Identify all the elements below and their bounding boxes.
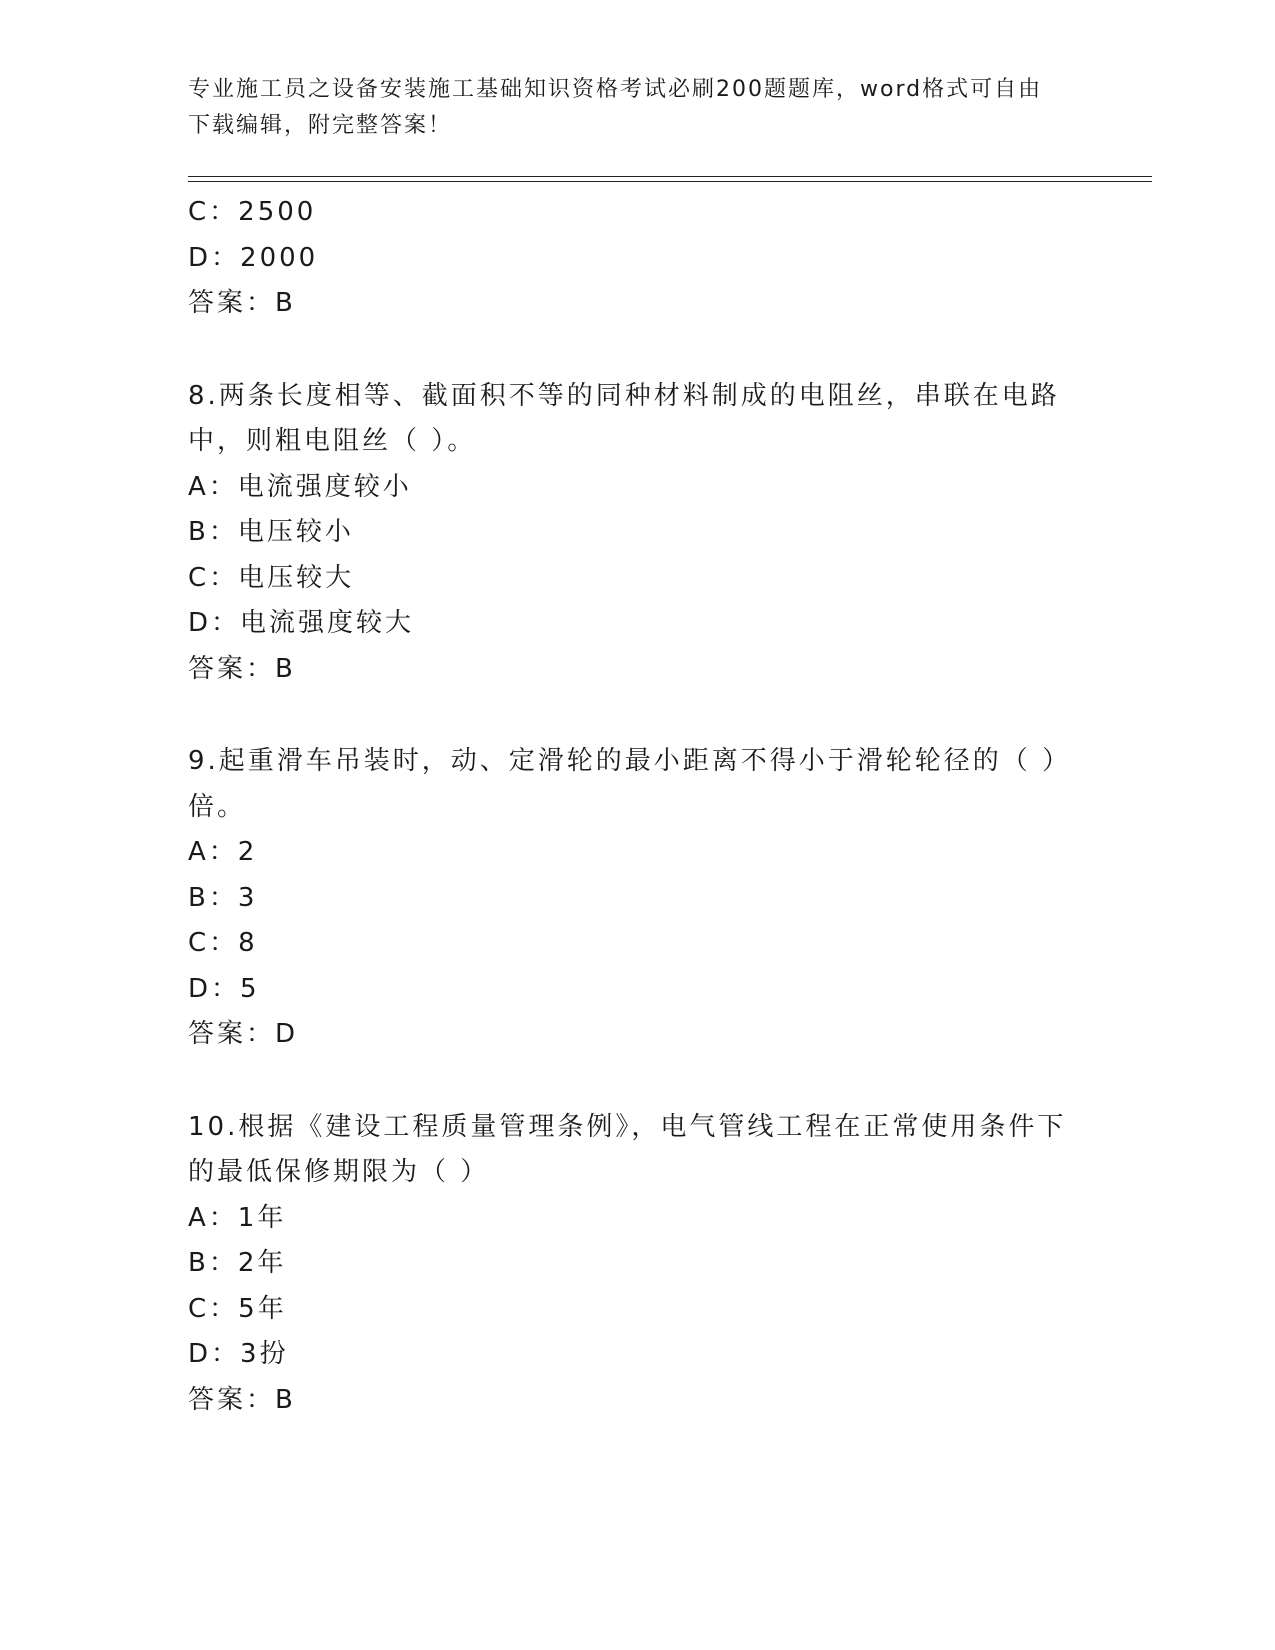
option-c: C：5年: [188, 1293, 287, 1324]
option-d: D：5: [188, 973, 260, 1004]
option-d: D：3扮: [188, 1339, 289, 1369]
document-header: [188, 72, 1088, 144]
option-d: D：2000: [188, 242, 319, 273]
question-list: [188, 190, 1088, 1423]
option-a: A：电流强度较小: [188, 471, 412, 502]
question-9: [188, 739, 1088, 1058]
answer-line: 答案：B: [188, 288, 296, 318]
question-10: [188, 1105, 1088, 1424]
question-text-line-2: 中，则粗电阻丝（ ）。: [188, 426, 477, 456]
question-text-line-1: 9.起重滑车吊装时，动、定滑轮的最小距离不得小于滑轮轮径的（ ）: [188, 746, 1072, 776]
answer-line: 答案：B: [188, 653, 296, 684]
option-a: A：1年: [188, 1202, 287, 1233]
question-spacer: [188, 327, 1088, 374]
option-c: C：8: [188, 928, 258, 958]
question-spacer: [188, 1058, 1088, 1105]
question-spacer: [188, 692, 1088, 739]
question-text-line-1: 8.两条长度相等、截面积不等的同种材料制成的电阻丝，串联在电路: [188, 380, 1060, 411]
option-c: C：2500: [188, 197, 317, 227]
header-line-2: 下载编辑，附完整答案！: [188, 113, 453, 138]
option-b: B：电压较小: [188, 517, 354, 547]
header-divider-top: [188, 176, 1152, 177]
answer-line: 答案：B: [188, 1384, 296, 1415]
option-d: D：电流强度较大: [188, 608, 415, 638]
question-8: [188, 374, 1088, 693]
option-a: A：2: [188, 837, 258, 867]
answer-line: 答案：D: [188, 1019, 299, 1049]
header-divider-bottom: [188, 181, 1152, 182]
question-text-line-2: 倍。: [188, 791, 247, 822]
question-text-line-1: 10.根据《建设工程质量管理条例》，电气管线工程在正常使用条件下: [188, 1111, 1067, 1142]
question-text-line-2: 的最低保修期限为（ ）: [188, 1157, 490, 1187]
option-b: B：3: [188, 882, 258, 913]
previous-question-tail: [188, 190, 1088, 327]
option-c: C：电压较大: [188, 562, 355, 593]
header-line-1: 专业施工员之设备安装施工基础知识资格考试必刷200题题库，word格式可自由: [188, 77, 1043, 102]
option-b: B：2年: [188, 1248, 287, 1278]
